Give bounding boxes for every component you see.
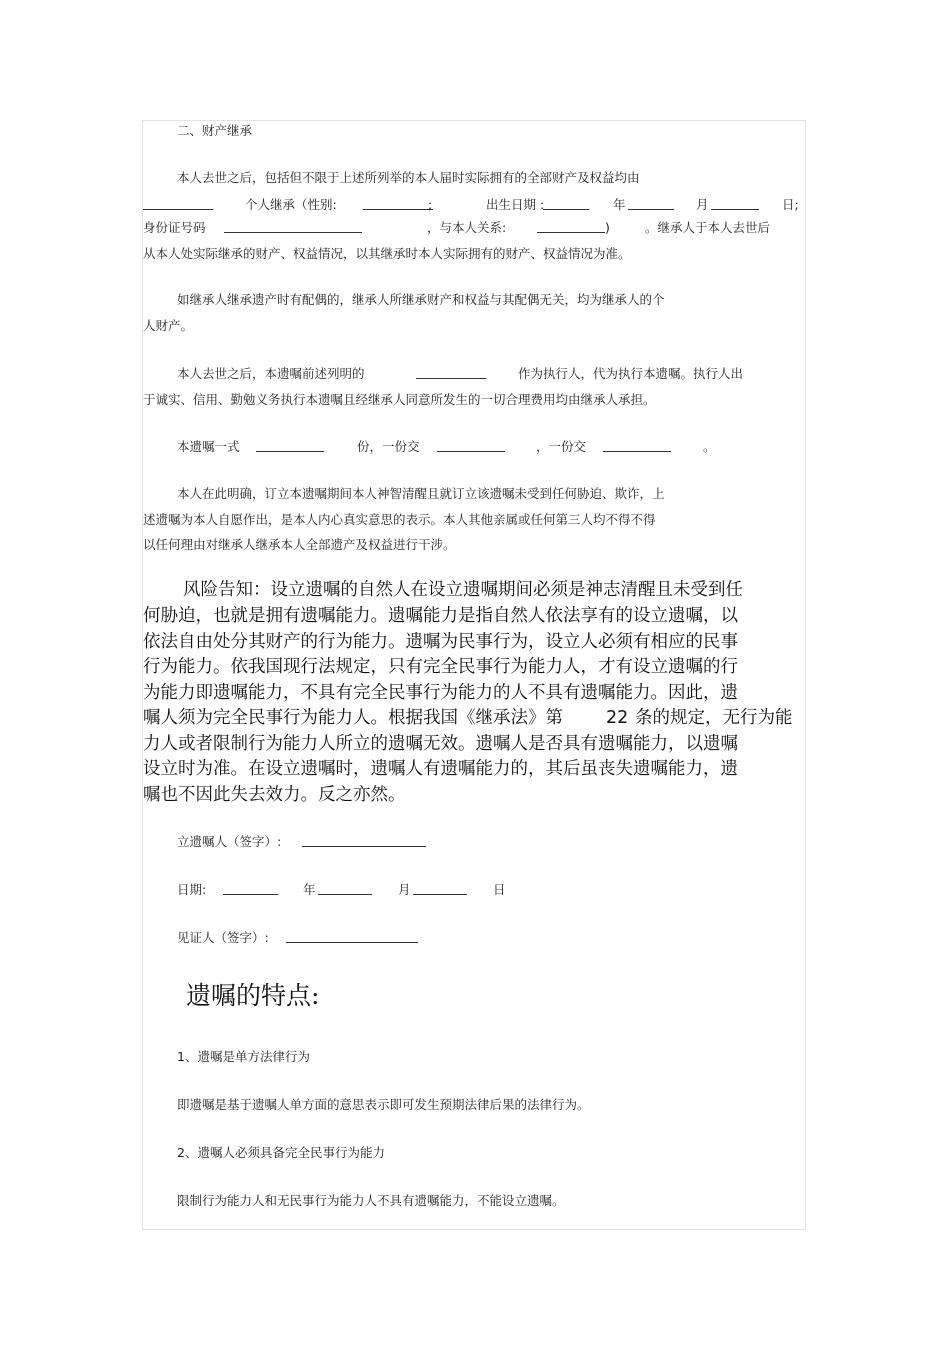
copy-recipient-2-blank — [603, 439, 671, 452]
para4-d: 。 — [703, 439, 716, 454]
date-year-blank — [223, 882, 278, 895]
para1-line2d: 年 — [613, 197, 626, 212]
para1-line2f: 日; — [782, 197, 799, 212]
feature-1-title: 1、遗嘱是单方法律行为 — [177, 1049, 310, 1064]
para3-line2: 于诚实、信用、勤勉义务执行本遗嘱且经继承人同意所发生的一切合理费用均由继承人承担。 — [143, 392, 656, 407]
testator-signature-blank — [302, 834, 426, 847]
para1-line3a: 身份证号码 — [143, 220, 206, 235]
copies-blank — [256, 439, 324, 452]
para2-line2: 人财产。 — [143, 318, 194, 333]
para1-line2b: ; — [428, 197, 433, 212]
para5-line2: 述遗嘱为本人自愿作出，是本人内心真实意思的表示。本人其他亲属或任何第三人均不得不得 — [143, 512, 656, 527]
risk-line6b: 条的规定，无行为能 — [635, 708, 793, 728]
date-day-blank — [413, 882, 467, 895]
para1-line2e: 月 — [696, 197, 709, 212]
birth-year-blank — [543, 197, 589, 210]
features-heading: 遗嘱的特点: — [186, 981, 320, 1010]
para1-line3d: 。继承人于本人去世后 — [645, 220, 771, 235]
risk-line5: 为能力即遗嘱能力，不具有完全民事行为能力的人不具有遗嘱能力。因此，遗 — [143, 683, 738, 703]
executor-blank — [416, 366, 486, 379]
para1-line4: 从本人处实际继承的财产、权益情况，以其继承时本人实际拥有的财产、权益情况为准。 — [143, 246, 631, 261]
section-title: 二、财产继承 — [177, 123, 253, 138]
risk-line7: 力人或者限制行为能力人所立的遗嘱无效。遗嘱人是否具有遗嘱能力，以遗嘱 — [143, 734, 738, 754]
risk-line6-number: 22 — [606, 708, 629, 728]
risk-line1: 风险告知：设立遗嘱的自然人在设立遗嘱期间必须是神志清醒且未受到任 — [183, 580, 743, 600]
date-year-label: 年 — [303, 882, 316, 897]
date-month-blank — [318, 882, 372, 895]
para4-a: 本遗嘱一式 — [177, 439, 240, 454]
para1-line2a: 个人继承（性别: — [245, 197, 337, 212]
witness-signature-label: 见证人（签字）: — [177, 930, 269, 945]
para1-line3b: ，与本人关系: — [427, 220, 507, 235]
risk-line8: 设立时为准。在设立遗嘱时，遗嘱人有遗嘱能力的，其后虽丧失遗嘱能力，遗 — [143, 759, 738, 779]
para4-b: 份，一份交 — [357, 439, 420, 454]
para4-c: ，一份交 — [536, 439, 587, 454]
testator-signature-label: 立遗嘱人（签字）: — [177, 834, 282, 849]
relation-blank — [537, 220, 605, 233]
para2-line1: 如继承人继承遗产时有配偶的，继承人所继承财产和权益与其配偶无关，均为继承人的个 — [177, 292, 665, 307]
date-month-label: 月 — [398, 882, 411, 897]
feature-2-body: 限制行为能力人和无民事行为能力人不具有遗嘱能力，不能设立遗嘱。 — [177, 1193, 565, 1208]
date-label: 日期: — [177, 882, 207, 897]
date-day-label: 日 — [493, 882, 506, 897]
feature-1-body: 即遗嘱是基于遗嘱人单方面的意思表示即可发生预期法律后果的法律行为。 — [177, 1097, 590, 1112]
para3-line1b: 作为执行人，代为执行本遗嘱。执行人出 — [518, 366, 744, 381]
heir-name-blank — [143, 197, 213, 210]
id-number-blank — [224, 220, 362, 233]
risk-line6a: 嘱人须为完全民事行为能力人。根据我国《继承法》第 — [143, 708, 563, 728]
para1-line3c: ) — [605, 220, 610, 235]
para5-line3: 以任何理由对继承人继承本人全部遗产及权益进行干涉。 — [143, 537, 456, 552]
feature-2-title: 2、遗嘱人必须具备完全民事行为能力 — [177, 1145, 385, 1160]
witness-signature-blank — [286, 930, 418, 943]
birth-month-blank — [628, 197, 674, 210]
para1-line1: 本人去世之后，包括但不限于上述所列举的本人届时实际拥有的全部财产及权益均由 — [177, 170, 640, 185]
risk-line2: 何胁迫，也就是拥有遗嘱能力。遗嘱能力是指自然人依法享有的设立遗嘱，以 — [143, 606, 738, 626]
gender-blank — [363, 197, 433, 210]
copy-recipient-1-blank — [437, 439, 505, 452]
para5-line1: 本人在此明确，订立本遗嘱期间本人神智清醒且就订立该遗嘱未受到任何胁迫、欺诈，上 — [177, 486, 665, 501]
risk-line3: 依法自由处分其财产的行为能力。遗嘱为民事行为，设立人必须有相应的民事 — [143, 632, 738, 652]
para3-line1a: 本人去世之后，本遗嘱前述列明的 — [177, 366, 365, 381]
para1-line2c: 出生日期 : — [486, 197, 545, 212]
risk-line4: 行为能力。依我国现行法规定，只有完全民事行为能力人，才有设立遗嘱的行 — [143, 657, 738, 677]
birth-day-blank — [711, 197, 759, 210]
risk-line9: 嘱也不因此失去效力。反之亦然。 — [143, 785, 406, 805]
